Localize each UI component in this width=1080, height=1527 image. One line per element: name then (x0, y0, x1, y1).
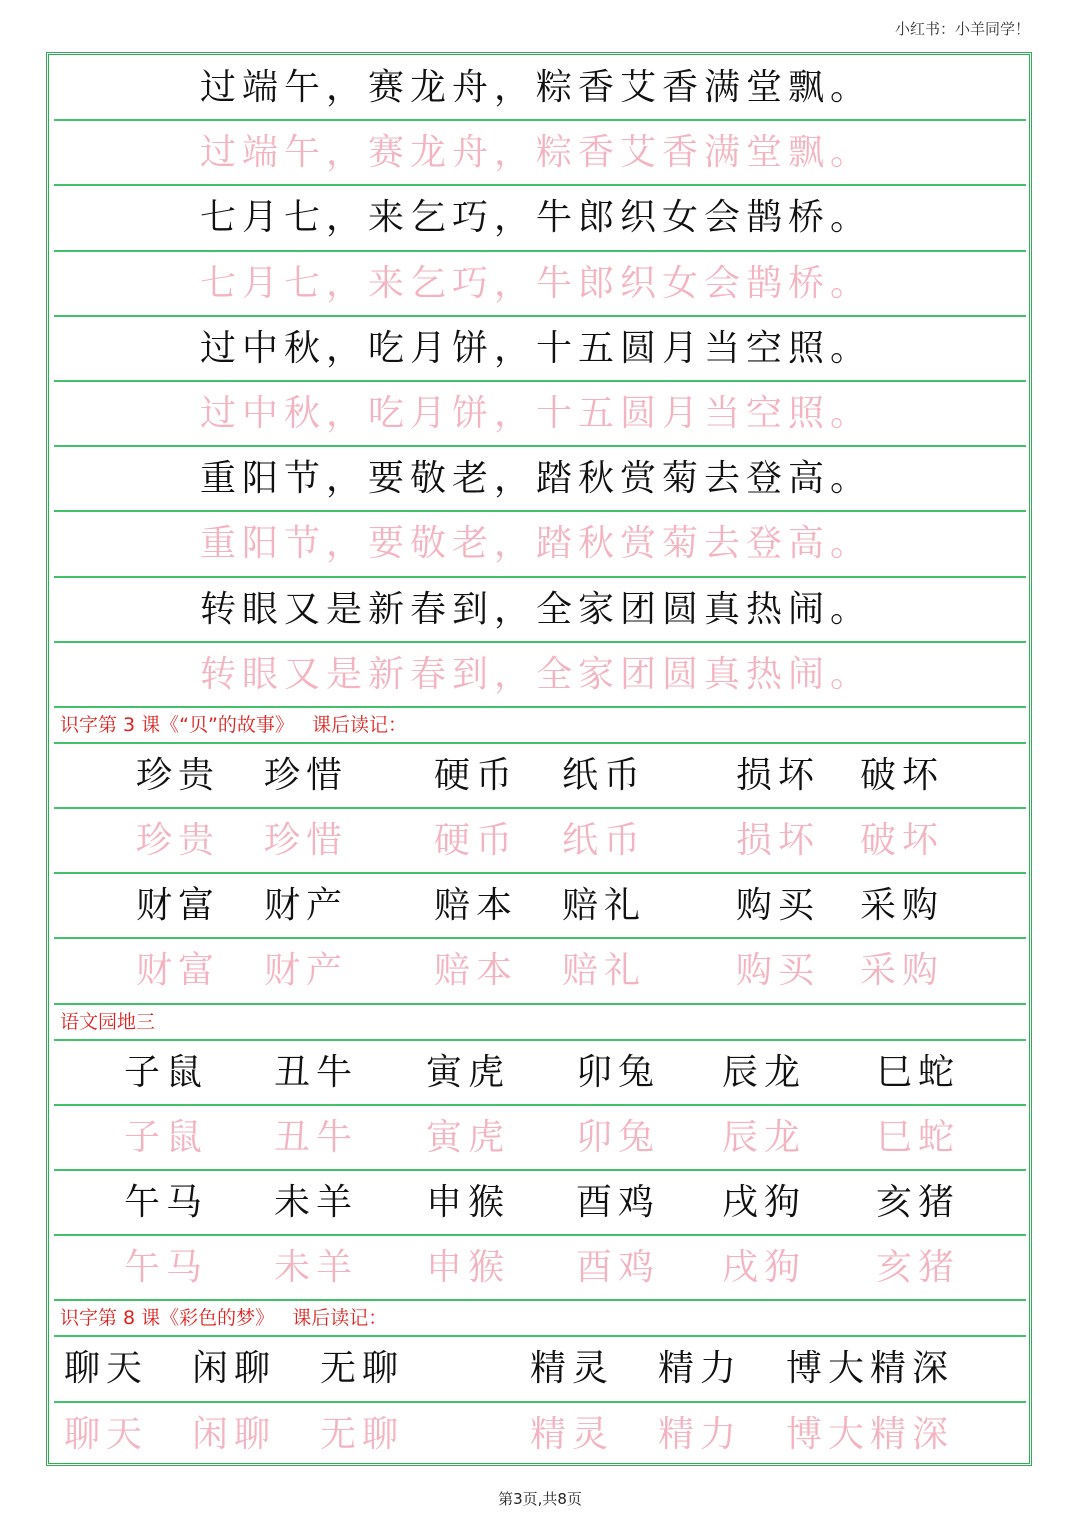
word-trace: 损坏 (736, 820, 821, 862)
word-trace: 珍贵 (136, 820, 221, 862)
word-trace: 无聊 (320, 1413, 405, 1455)
page-number: 第3页,共8页 (498, 1490, 582, 1508)
sentence-trace-row (54, 512, 1026, 577)
word-group (54, 874, 1026, 937)
word-trace: 采购 (860, 950, 945, 992)
section-heading: 识字第 3 课《“贝”的故事》 课后读记： (60, 713, 407, 736)
word-trace: 丑牛 (274, 1116, 359, 1158)
word: 丑牛 (274, 1051, 359, 1093)
word-trace-row (54, 809, 1026, 874)
word-trace: 博大精深 (786, 1413, 955, 1455)
section-heading-row (54, 1005, 1026, 1041)
word-trace: 纸币 (562, 820, 647, 862)
word: 购买 (736, 885, 821, 927)
sentence-trace-row (54, 643, 1026, 708)
word: 硬币 (434, 754, 519, 796)
word-trace-group (54, 809, 1026, 872)
word: 财产 (264, 885, 349, 927)
sentence-trace-row (54, 382, 1026, 447)
word-trace-row (54, 1106, 1026, 1171)
word: 戌狗 (722, 1182, 807, 1223)
word: 精力 (658, 1348, 743, 1390)
word-trace: 破坏 (860, 820, 945, 862)
word: 申猴 (426, 1182, 511, 1223)
word-row (54, 1041, 1026, 1106)
word-trace: 购买 (736, 950, 821, 992)
word-trace: 聊天 (64, 1413, 149, 1455)
sentence-row (54, 447, 1026, 512)
word-trace: 巳蛇 (876, 1116, 961, 1158)
sentence-trace-text: 过端午，赛龙舟，粽香艾香满堂飘。 (200, 132, 873, 174)
word: 破坏 (860, 754, 945, 796)
word-group (54, 744, 1026, 807)
word-trace: 赔礼 (562, 950, 647, 992)
word: 巳蛇 (876, 1051, 961, 1093)
word: 采购 (860, 885, 945, 927)
word-row (54, 1337, 1026, 1402)
word: 子鼠 (124, 1051, 209, 1093)
word: 闲聊 (192, 1348, 277, 1390)
word-trace: 闲聊 (192, 1413, 277, 1455)
sentence-row (54, 186, 1026, 251)
sentence-trace-text: 过中秋，吃月饼，十五圆月当空照。 (200, 392, 873, 434)
word-trace-group (54, 1106, 1026, 1169)
word: 纸币 (562, 754, 647, 796)
word: 财富 (136, 885, 221, 927)
word-trace: 寅虎 (426, 1116, 511, 1158)
word-group (54, 1337, 1026, 1400)
word-trace-row (54, 1236, 1026, 1301)
word: 赔礼 (562, 885, 647, 927)
sentence-text: 过端午，赛龙舟，粽香艾香满堂飘。 (200, 67, 873, 108)
word-trace-group (54, 1403, 1026, 1468)
word: 卯兔 (576, 1051, 661, 1093)
word: 未羊 (274, 1182, 359, 1223)
word-trace: 酉鸡 (576, 1247, 661, 1289)
word-row (54, 874, 1026, 939)
section-heading-row (54, 708, 1026, 744)
sentence-trace-row (54, 252, 1026, 317)
sentence-text: 重阳节，要敬老，踏秋赏菊去登高。 (200, 458, 873, 500)
word-trace: 午马 (124, 1247, 209, 1289)
word: 辰龙 (722, 1051, 807, 1093)
word-trace-row (54, 939, 1026, 1004)
word-trace: 亥猪 (876, 1247, 961, 1289)
word-trace: 珍惜 (264, 820, 349, 862)
word-trace: 子鼠 (124, 1116, 209, 1158)
sentence-trace-row (54, 121, 1026, 186)
word-trace-group (54, 939, 1026, 1002)
word-group (54, 1171, 1026, 1234)
sentence-text: 七月七，来乞巧，牛郎织女会鹊桥。 (200, 197, 873, 239)
word: 亥猪 (876, 1182, 961, 1223)
word-trace: 未羊 (274, 1247, 359, 1289)
word-trace: 硬币 (434, 820, 519, 862)
sentence-trace-text: 转眼又是新春到，全家团圆真热闹。 (200, 653, 873, 695)
word: 珍惜 (264, 754, 349, 796)
sentence-row (54, 317, 1026, 382)
word-trace: 精力 (658, 1413, 743, 1455)
word: 赔本 (434, 885, 519, 927)
word-trace: 财产 (264, 950, 349, 992)
word: 珍贵 (136, 754, 221, 796)
word-trace: 精灵 (530, 1413, 615, 1455)
word-trace: 财富 (136, 950, 221, 992)
sentence-text: 转眼又是新春到，全家团圆真热闹。 (200, 588, 873, 630)
word: 博大精深 (786, 1348, 955, 1390)
word: 午马 (124, 1182, 209, 1223)
sentence-text: 过中秋，吃月饼，十五圆月当空照。 (200, 327, 873, 369)
word: 寅虎 (426, 1051, 511, 1093)
word: 聊天 (64, 1348, 149, 1390)
sentence-trace-text: 重阳节，要敬老，踏秋赏菊去登高。 (200, 523, 873, 565)
word-group (54, 1041, 1026, 1104)
word: 损坏 (736, 754, 821, 796)
section-heading: 语文园地三 (60, 1010, 156, 1033)
word: 精灵 (530, 1348, 615, 1390)
worksheet-rows (54, 56, 1026, 1468)
sentence-row (54, 578, 1026, 643)
sentence-row (54, 56, 1026, 121)
watermark-text: 小红书：小羊同学！ (894, 20, 1030, 38)
word-row (54, 744, 1026, 809)
word-trace: 戌狗 (722, 1247, 807, 1289)
word-trace-row (54, 1403, 1026, 1468)
section-heading: 识字第 8 课《彩色的梦》 课后读记： (60, 1307, 388, 1330)
word-trace: 申猴 (426, 1247, 511, 1289)
sentence-trace-text: 七月七，来乞巧，牛郎织女会鹊桥。 (200, 262, 873, 304)
word-row (54, 1171, 1026, 1236)
word-trace: 辰龙 (722, 1116, 807, 1158)
word-trace: 卯兔 (576, 1116, 661, 1158)
section-heading-row (54, 1301, 1026, 1337)
word-trace: 赔本 (434, 950, 519, 992)
word: 酉鸡 (576, 1182, 661, 1223)
word-trace-group (54, 1236, 1026, 1299)
word: 无聊 (320, 1348, 405, 1390)
